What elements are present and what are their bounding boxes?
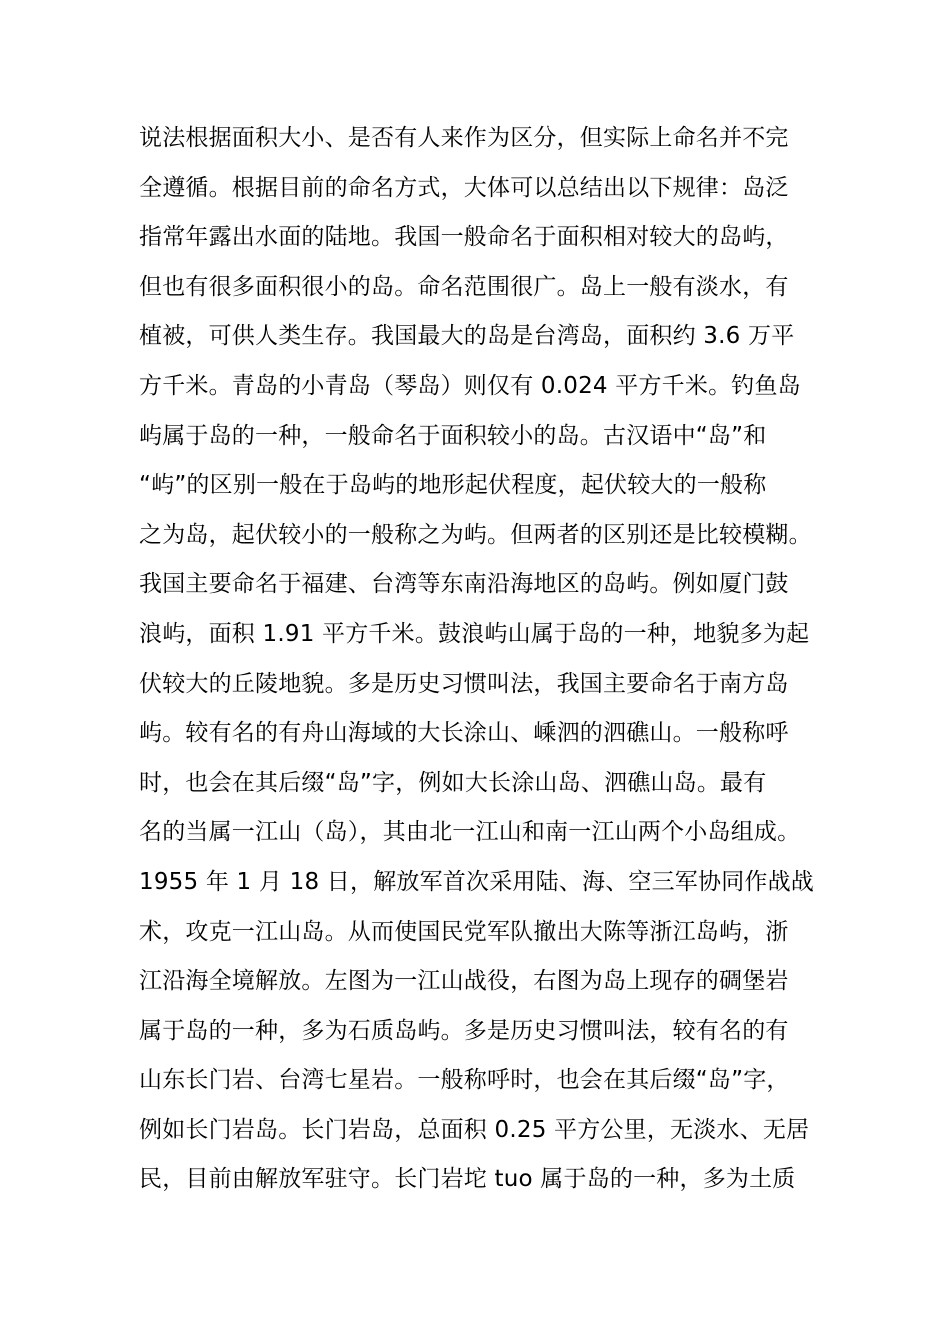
text-line: 指常年露出水面的陆地。我国一般命名于面积相对较大的岛屿， bbox=[139, 224, 789, 251]
text-line: 时，也会在其后缀“岛”字，例如大长涂山岛、泗礁山岛。最有 bbox=[139, 769, 767, 796]
text-line: 江沿海全境解放。左图为一江山战役，右图为岛上现存的碉堡岩 bbox=[139, 968, 789, 995]
text-line: 1955 年 1 月 18 日，解放军首次采用陆、海、空三军协同作战战 bbox=[139, 868, 814, 895]
text-line: 山东长门岩、台湾七星岩。一般称呼时，也会在其后缀“岛”字， bbox=[139, 1067, 790, 1094]
text-line: 屿属于岛的一种，一般命名于面积较小的岛。古汉语中“岛”和 bbox=[139, 422, 767, 449]
body-text bbox=[139, 114, 819, 1205]
text-line: 民，目前由解放军驻守。长门岩坨 tuo 属于岛的一种，多为土质 bbox=[139, 1166, 796, 1193]
text-line: 名的当属一江山（岛），其由北一江山和南一江山两个小岛组成。 bbox=[139, 819, 801, 846]
text-line: 但也有很多面积很小的岛。命名范围很广。岛上一般有淡水，有 bbox=[139, 273, 789, 300]
text-line: “屿”的区别一般在于岛屿的地形起伏程度，起伏较大的一般称 bbox=[139, 472, 767, 499]
text-line: 之为岛，起伏较小的一般称之为屿。但两者的区别还是比较模糊。 bbox=[139, 521, 812, 548]
text-line: 浪屿，面积 1.91 平方千米。鼓浪屿山属于岛的一种，地貌多为起 bbox=[139, 620, 810, 647]
text-line: 例如长门岩岛。长门岩岛，总面积 0.25 平方公里，无淡水、无居 bbox=[139, 1116, 810, 1143]
text-line: 伏较大的丘陵地貌。多是历史习惯叫法，我国主要命名于南方岛 bbox=[139, 670, 789, 697]
text-line: 我国主要命名于福建、台湾等东南沿海地区的岛屿。例如厦门鼓 bbox=[139, 571, 789, 598]
text-line: 全遵循。根据目前的命名方式，大体可以总结出以下规律：岛泛 bbox=[139, 174, 789, 201]
text-line: 说法根据面积大小、是否有人来作为区分，但实际上命名并不完 bbox=[139, 125, 789, 151]
text-line: 植被，可供人类生存。我国最大的岛是台湾岛，面积约 3.6 万平 bbox=[139, 323, 795, 350]
text-line: 方千米。青岛的小青岛（琴岛）则仅有 0.024 平方千米。钓鱼岛 bbox=[139, 372, 801, 399]
text-line: 属于岛的一种，多为石质岛屿。多是历史习惯叫法，较有名的有 bbox=[139, 1017, 789, 1044]
text-line: 术，攻克一江山岛。从而使国民党军队撤出大陈等浙江岛屿，浙 bbox=[139, 918, 789, 945]
text-line: 屿。较有名的有舟山海域的大长涂山、嵊泗的泗礁山。一般称呼 bbox=[139, 720, 789, 747]
